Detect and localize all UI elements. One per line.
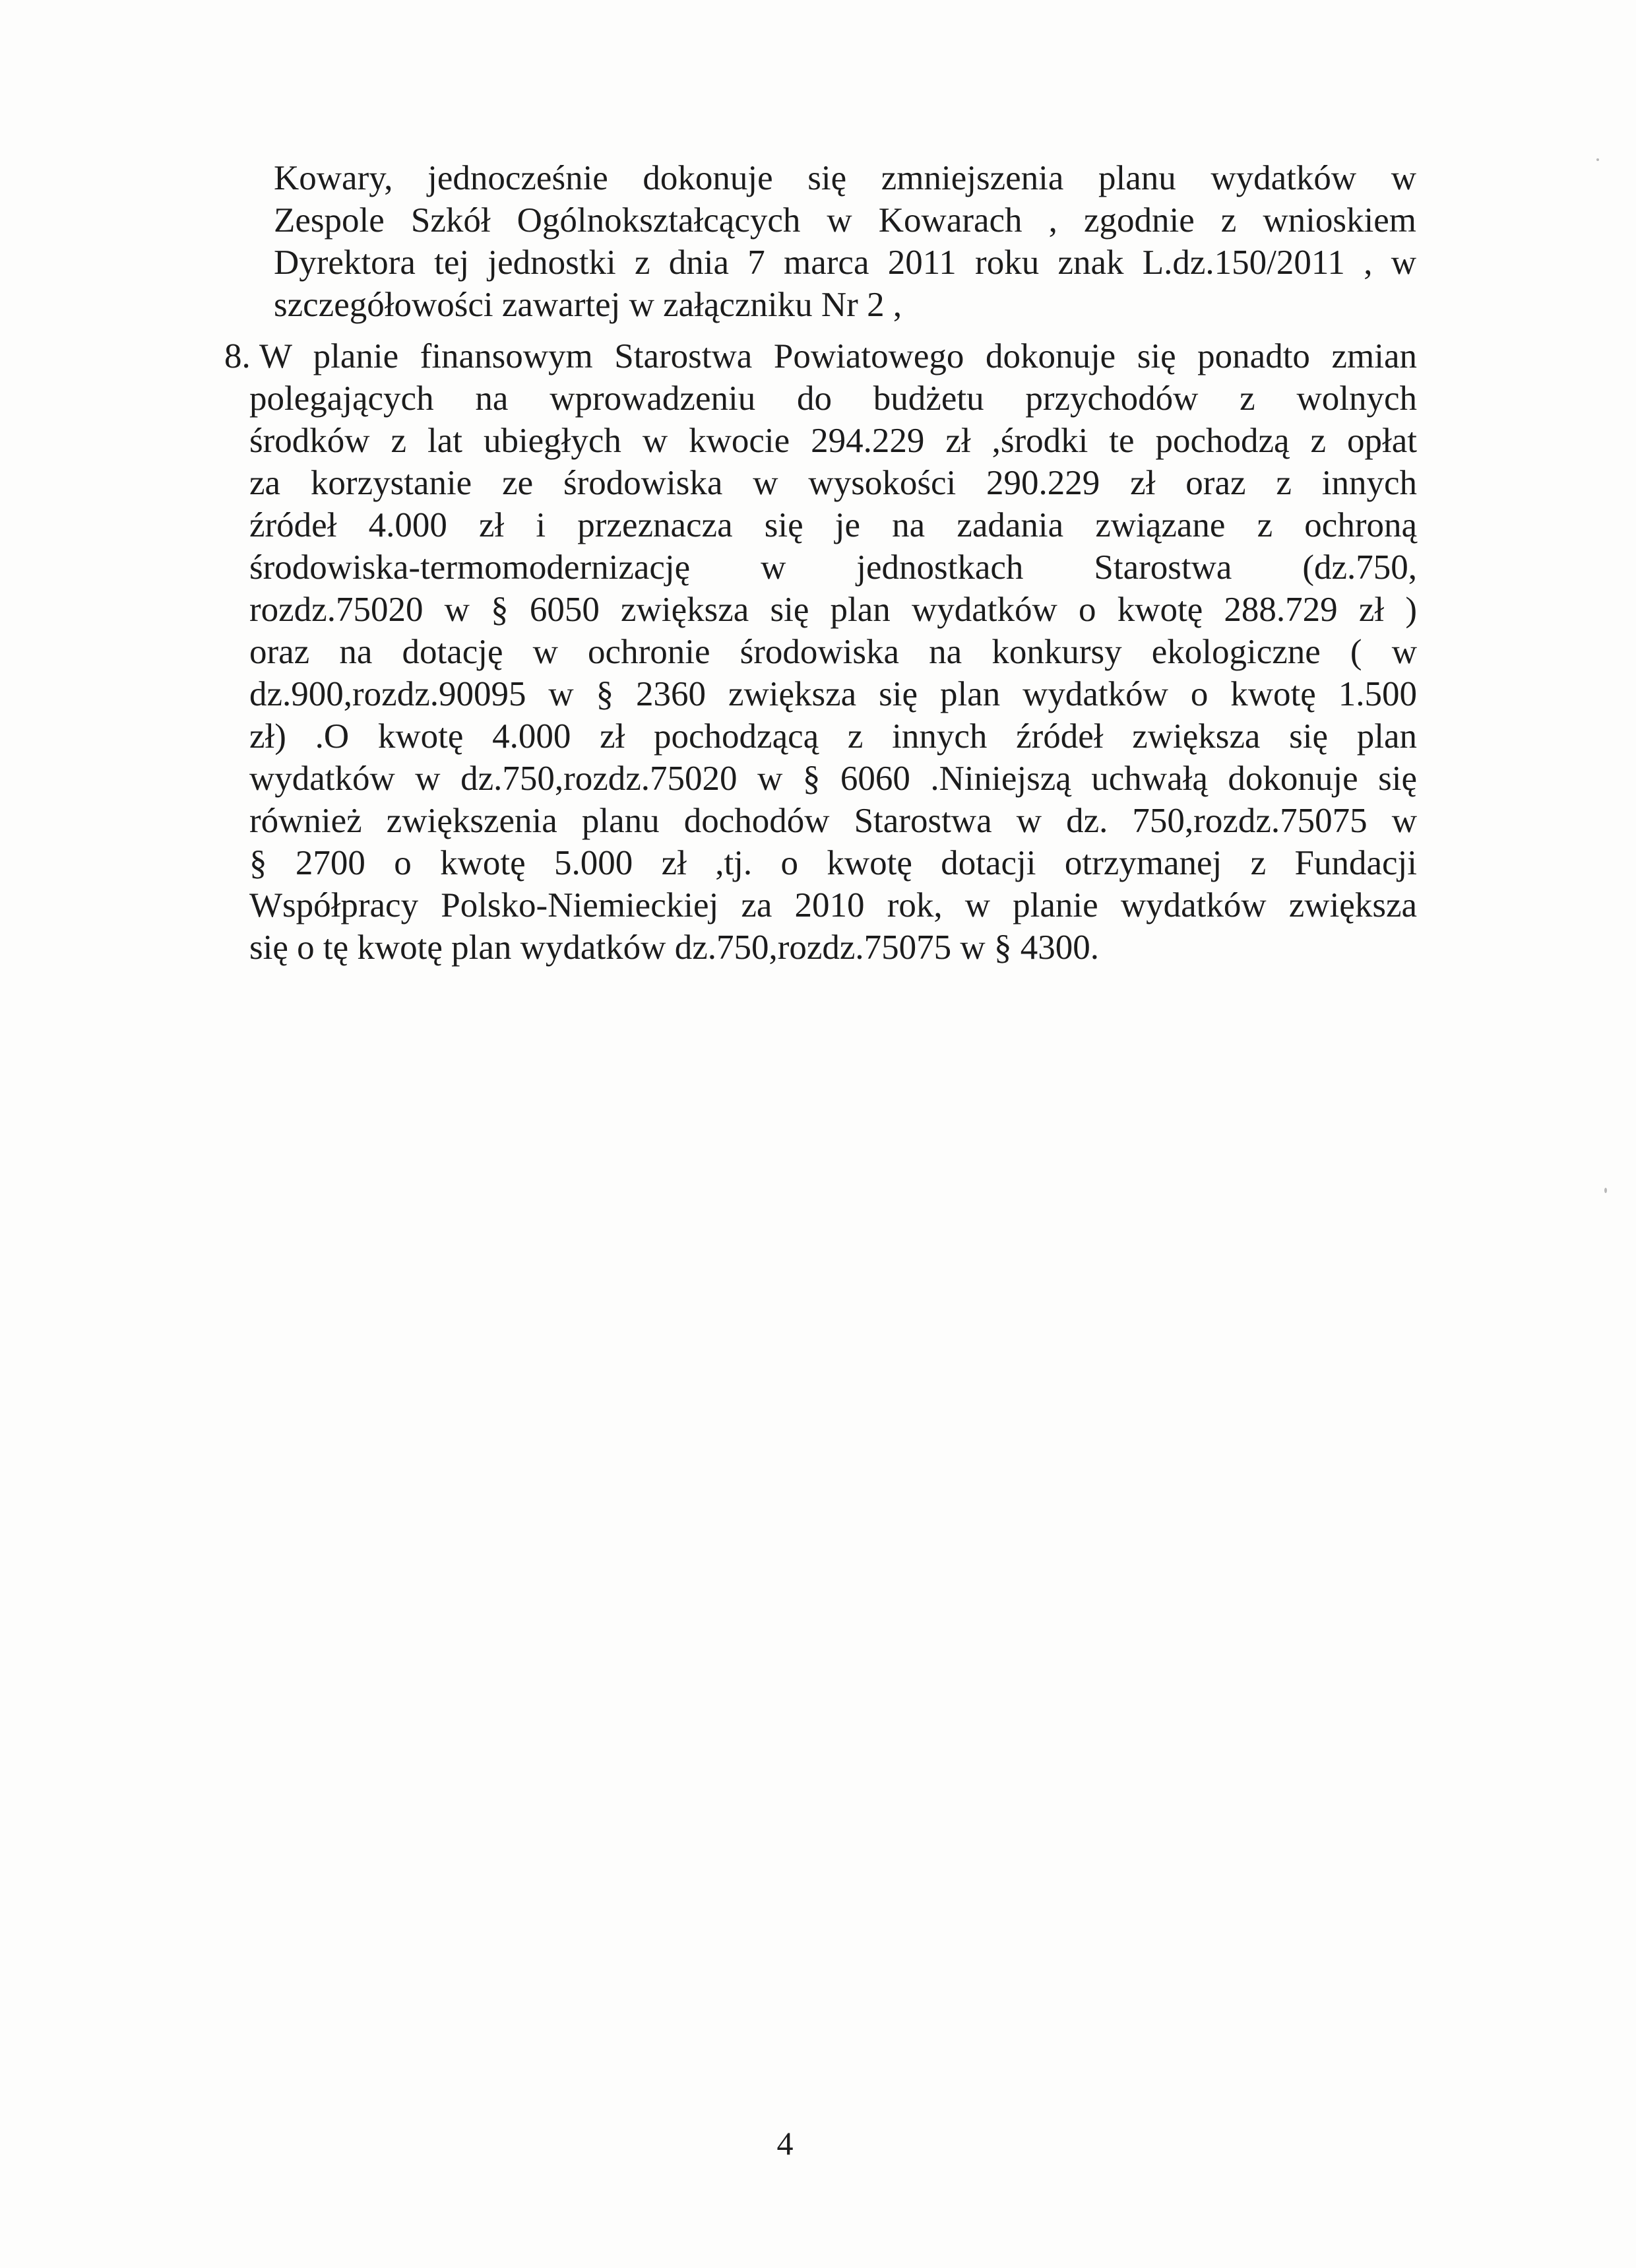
text-line: również zwiększenia planu dochodów Starostwa w dz. 750,rozdz.75075 w: [249, 802, 1417, 840]
text-line: się o tę kwotę plan wydatków dz.750,rozdz.75075 w § 4300.: [249, 928, 1099, 967]
text-line: szczegółowości zawartej w załączniku Nr 2 ,: [274, 286, 902, 324]
text-line: Dyrektora tej jednostki z dnia 7 marca 2011 roku znak L.dz.150/2011 , w: [274, 243, 1416, 282]
scan-speck: [1596, 158, 1599, 161]
text-line: za korzystanie ze środowiska w wysokości 290.229 zł oraz z innych: [249, 464, 1417, 502]
text-line: § 2700 o kwotę 5.000 zł ,tj. o kwotę dotacji otrzymanej z Fundacji: [249, 844, 1417, 882]
text-line: dz.900,rozdz.90095 w § 2360 zwiększa się plan wydatków o kwotę 1.500: [249, 675, 1417, 713]
text-line: Współpracy Polsko-Niemieckiej za 2010 rok, w planie wydatków zwiększa: [249, 886, 1417, 924]
text-line: środowiska-termomodernizację w jednostkach Starostwa (dz.750,: [249, 548, 1417, 587]
scan-speck: [1604, 1188, 1607, 1193]
text-line: oraz na dotację w ochronie środowiska na konkursy ekologiczne ( w: [249, 633, 1417, 671]
text-line: Zespole Szkół Ogólnokształcących w Kowarach , zgodnie z wnioskiem: [274, 201, 1416, 240]
text-line: polegających na wprowadzeniu do budżetu przychodów z wolnych: [249, 379, 1417, 418]
text-line: środków z lat ubiegłych w kwocie 294.229 zł ,środki te pochodzą z opłat: [249, 422, 1417, 460]
text-line: zł) .O kwotę 4.000 zł pochodzącą z innych źródeł zwiększa się plan: [249, 717, 1417, 756]
text-line: źródeł 4.000 zł i przeznacza się je na zadania związane z ochroną: [249, 506, 1417, 544]
page-number: 4: [776, 2125, 794, 2162]
text-line: W planie finansowym Starostwa Powiatowego dokonuje się ponadto zmian: [259, 337, 1417, 375]
text-line: wydatków w dz.750,rozdz.75020 w § 6060 .Niniejszą uchwałą dokonuje się: [249, 760, 1417, 798]
list-item-number: 8.: [224, 337, 251, 375]
text-line: rozdz.75020 w § 6050 zwiększa się plan wydatków o kwotę 288.729 zł ): [249, 591, 1417, 629]
text-line: Kowary, jednocześnie dokonuje się zmniejszenia planu wydatków w: [274, 159, 1416, 197]
